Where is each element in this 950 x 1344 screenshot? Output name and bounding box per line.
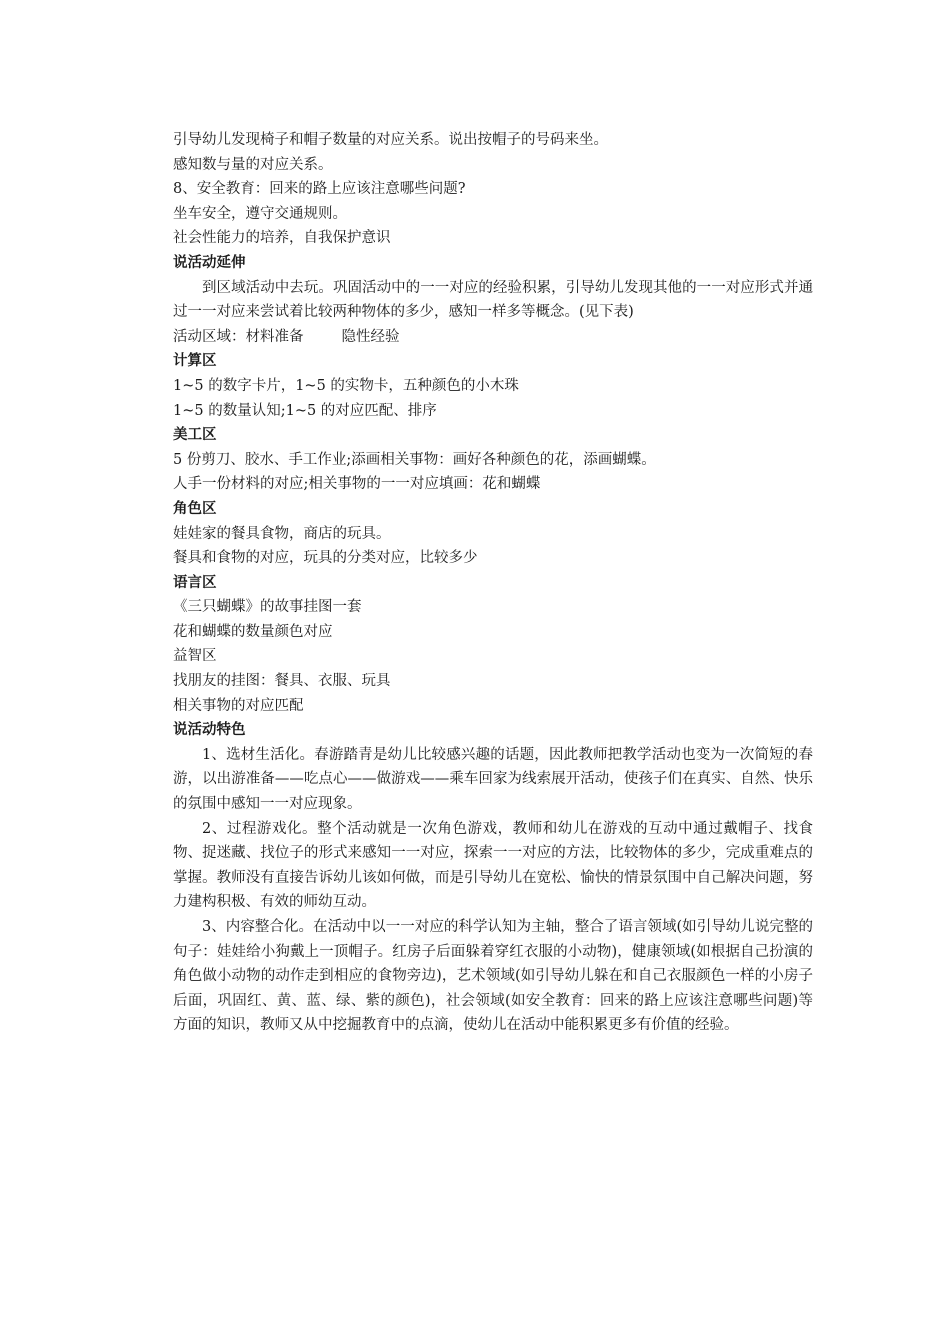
text-line: 人手一份材料的对应;相关事物的一一对应填画：花和蝴蝶 <box>173 476 541 493</box>
text-line: 引导幼儿发现椅子和帽子数量的对应关系。说出按帽子的号码来坐。 <box>173 132 608 148</box>
text-line: 感知数与量的对应关系。 <box>173 156 333 173</box>
text-line: 找朋友的挂图：餐具、衣服、玩具 <box>173 673 391 690</box>
text-line: 坐车安全，遵守交通规则。 <box>173 205 347 222</box>
feature-paragraph-3: 3、内容整合化。在活动中以一一对应的科学认知为主轴，整合了语言领域(如引导幼儿说完整的句子：娃娃给小狗戴上一顶帽子。红房子后面躲着穿红衣服的小动物)，健康领域(如根据自己扮演的角色做小动物的动作走到相应的食物旁边)，艺术领域(如引导幼儿躲在和自己衣服颜色一样的小房子后面，巩固红、黄、蓝、绿、紫的颜色)，社会领域(如安全教育：回来的路上应该注意哪些问题)等方面的知识，教师又从中挖掘教育中的点滴，使幼儿在活动中能积累更多有价值的经验。 <box>173 919 813 1034</box>
table-header-materials: 活动区域：材料准备 <box>173 328 304 345</box>
extension-intro: 到区域活动中去玩。巩固活动中的一一对应的经验积累，引导幼儿发现其他的一一对应形式并通过一一对应来尝试着比较两种物体的多少，感知一样多等概念。(见下表) <box>173 279 813 321</box>
text-line: 5 份剪刀、胶水、手工作业;添画相关事物：画好各种颜色的花，添画蝴蝶。 <box>173 451 656 468</box>
text-line: 《三只蝴蝶》的故事挂图一套 <box>173 599 362 616</box>
text-line: 1~5 的数量认知;1~5 的对应匹配、排序 <box>173 402 437 419</box>
text-line: 娃娃家的餐具食物，商店的玩具。 <box>173 525 391 542</box>
text-line: 1~5 的数字卡片，1~5 的实物卡，五种颜色的小木珠 <box>173 377 519 394</box>
area-heading-role: 角色区 <box>173 500 217 517</box>
text-line: 餐具和食物的对应，玩具的分类对应，比较多少 <box>173 550 478 567</box>
table-header <box>173 325 814 350</box>
text-line: 8、安全教育：回来的路上应该注意哪些问题? <box>173 181 466 198</box>
text-line: 相关事物的对应匹配 <box>173 697 304 714</box>
section-heading-extension: 说活动延伸 <box>173 254 246 271</box>
feature-paragraph-1: 1、选材生活化。春游踏青是幼儿比较感兴趣的话题，因此教师把教学活动也变为一次简短的春游，以出游准备——吃点心——做游戏——乘车回家为线索展开活动，使孩子们在真实、自然、快乐的氛围中感知一一对应现象。 <box>173 746 813 813</box>
area-heading-art: 美工区 <box>173 427 217 444</box>
section-heading-features: 说活动特色 <box>173 722 246 739</box>
table-header-experience: 隐性经验 <box>341 328 400 345</box>
text-line: 益智区 <box>173 648 217 665</box>
area-heading-calc: 计算区 <box>173 353 217 370</box>
area-heading-lang: 语言区 <box>173 574 217 591</box>
text-line: 社会性能力的培养，自我保护意识 <box>173 230 391 247</box>
feature-paragraph-2: 2、过程游戏化。整个活动就是一次角色游戏，教师和幼儿在游戏的互动中通过戴帽子、找食物、捉迷藏、找位子的形式来感知一一对应，探索一一对应的方法，比较物体的多少，完成重难点的掌握。教师没有直接告诉幼儿该如何做，而是引导幼儿在宽松、愉快的情景氛围中自己解决问题，努力建构积极、有效的师幼互动。 <box>173 820 813 911</box>
text-line: 花和蝴蝶的数量颜色对应 <box>173 623 333 640</box>
